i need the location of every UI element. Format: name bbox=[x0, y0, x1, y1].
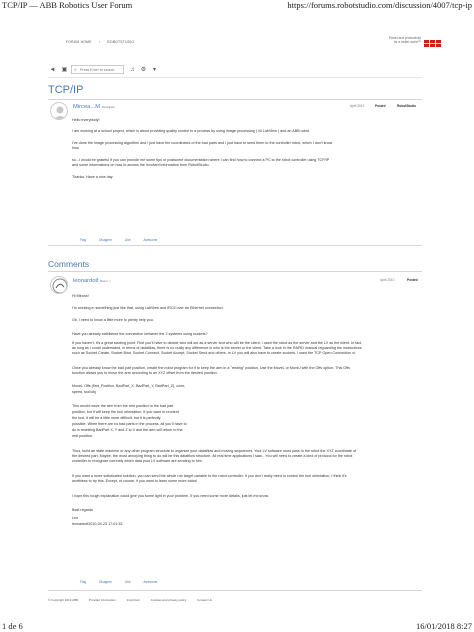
awesome-link[interactable]: Awesome bbox=[143, 580, 158, 584]
comment-paragraph: as long as I could understand, in terms of datatflow, there is no really any difference in who is the server or the client. Take a look in the RAPID manual reguarding the instructions bbox=[72, 346, 362, 350]
comment-paragraph: Ok, I need to know a little more to plenty help you. bbox=[72, 318, 154, 322]
comment-paragraph: I'm working in something just like that, using LabView and IRC5 over an Ethernet connection. bbox=[72, 306, 224, 310]
comment-paragraph: controller to recognize correctly which data your LV software are sending to him. bbox=[72, 459, 203, 463]
awesome-link[interactable]: Awesome bbox=[143, 238, 158, 242]
print-header-title: TCP/IP — ABB Robotics User Forum bbox=[2, 0, 133, 10]
post-paragraph: how. bbox=[72, 146, 80, 150]
comments-heading: Comments bbox=[48, 259, 90, 269]
post-actions bbox=[80, 238, 169, 242]
back-icon[interactable]: ◄ bbox=[49, 67, 56, 73]
comment-paragraph: do is resetting BadPart X, Y and Z to 0 and the arm will return to the bbox=[72, 428, 183, 432]
author-rank: Board ☆ bbox=[100, 279, 111, 283]
post-divider bbox=[48, 245, 422, 246]
comment-paragraph: worthless to try this. Except, of course, if you want to learn some more tricks! bbox=[72, 479, 198, 483]
comment-paragraph: such as Socket Create, Socket Bind, Socket Connect, Socket Accept, Socket Send and others. In LV you will also have to create sockets. I used the TCP Open Connection vi. bbox=[72, 351, 356, 355]
dropdown-icon[interactable]: ▾ bbox=[152, 67, 156, 73]
post-paragraph: Thanks. Have a nice day bbox=[72, 175, 113, 179]
print-footer-page: 1 de 6 bbox=[2, 621, 23, 631]
title-divider bbox=[48, 99, 422, 100]
comment-code: speed, tool/obj bbox=[72, 390, 96, 394]
comment-author[interactable]: leonardolt Board ☆ bbox=[73, 278, 111, 284]
breadcrumb bbox=[66, 40, 140, 44]
comment-paragraph: the tool, it will be a little more difficult, but it is perfectly bbox=[72, 416, 161, 420]
footer-link-provider[interactable]: Provider information bbox=[88, 598, 116, 602]
footer-link-cookies[interactable]: Cookies and privacy policy bbox=[150, 598, 187, 602]
post-paragraph: I've done the image processing algorithm and I just have the coordinates of the bad parts and I just have to send them to the controller robot, which I don't know bbox=[72, 141, 333, 145]
notifications-icon[interactable]: ♫ bbox=[130, 67, 135, 73]
slogan-line: for a better world™ bbox=[393, 40, 421, 45]
comment-date[interactable]: April 2010 bbox=[380, 278, 395, 282]
like-link[interactable]: Like bbox=[124, 238, 131, 242]
comment-paragraph: I hope this rough explanation could give you some light in your problem. If you need some more details, just let me know. bbox=[72, 494, 269, 498]
avatar[interactable] bbox=[50, 276, 68, 294]
comment-paragraph: This would move the arm from the rest position to the bad part bbox=[72, 404, 174, 408]
forum-toolbar bbox=[48, 63, 422, 78]
comment-actions bbox=[80, 580, 169, 584]
comments-divider bbox=[48, 271, 422, 272]
breadcrumb-robotstudio[interactable]: ROBOTSTUDIO bbox=[107, 40, 135, 44]
discussion-title: TCP/IP bbox=[48, 84, 84, 96]
comment-edit-stamp: leonardolt2010-04-23 17:01:33 bbox=[72, 522, 123, 526]
comment-paragraph: rest position. bbox=[72, 434, 93, 438]
search-icon: ⌕ bbox=[74, 67, 77, 73]
footer-copyright: © Copyright 2013 ABB bbox=[48, 598, 79, 602]
breadcrumb-forum-home[interactable]: FORUM HOME bbox=[66, 40, 92, 44]
posted-label: Posted bbox=[407, 278, 418, 282]
comment-paragraph: If you haven't, it's a great starting point. First you'll have to decide who will act as a server and who will be the client. I used the robot as the server and the LV as the client. In fact, bbox=[72, 341, 363, 345]
post-paragraph: so...I would be grateful if you can provide me some tips or postsome documentation where I can find how to connect a PC to the robot controller using TCP/IP bbox=[72, 158, 330, 162]
comment-paragraph: function allows you to move the arm according to an XYZ offset from the desired position. bbox=[72, 371, 218, 375]
comment-paragraph: possible. When there are no bad parts in the process, all you'll have to bbox=[72, 422, 187, 426]
comment-signoff: Leo bbox=[72, 516, 79, 520]
new-discussion-icon[interactable]: ▣ bbox=[61, 67, 68, 73]
slogan-line: Power and productivity bbox=[388, 36, 421, 40]
flag-link[interactable]: Flag bbox=[80, 238, 87, 242]
print-footer-timestamp: 16/01/2018 8:27 bbox=[416, 621, 472, 631]
search-placeholder: Press Enter to search bbox=[80, 68, 115, 72]
discussion-category[interactable]: RobotStudio bbox=[397, 104, 417, 108]
print-header-url: https://forums.robotstudio.com/discussion/4007/tcp-ip bbox=[287, 0, 472, 10]
comment-paragraph: position, but it will keep the tool orientation. If you want to reorient bbox=[72, 410, 179, 414]
post-paragraph: Hello everybody! bbox=[72, 118, 100, 122]
comment-code: MoveL Offs (first_Position, BadPart_X, BadPart_Y, BadPart_Z), zone, bbox=[72, 384, 186, 388]
post-paragraph: I am working at a school project, which is about providing quality control to a process by using image processing ( NI LabView ) and an ABB robot. bbox=[72, 129, 311, 133]
disagree-link[interactable]: Disagree bbox=[99, 580, 112, 584]
comment-paragraph: Once you already know the bad part position, create the robot program for it to keep the arm in a "resting" position, Use the MoveL or MoveJ with the Offs option. This Offs bbox=[72, 366, 350, 370]
comment-signoff: Best regards bbox=[72, 508, 93, 512]
comment-paragraph: Have you already stablished the connection between the 2 systems using sockets? bbox=[72, 332, 208, 336]
comment-paragraph: the desired part. Maybe, the most annoying thing to do will be this datatflow structure. All real time applications I saw... You will need to create a kind of protocol for the robot bbox=[72, 454, 353, 458]
like-link[interactable]: Like bbox=[124, 580, 131, 584]
footer-link-imprint[interactable]: Imprintum bbox=[126, 598, 140, 602]
comment-paragraph: Thus, build an state machine or any other program structure to organize your datatflow and moving sequences. Your LV software must pass to the robot the XYZ coordinate of bbox=[72, 449, 357, 453]
footer-link-contact[interactable]: Contact Us bbox=[197, 598, 213, 602]
abb-logo[interactable] bbox=[424, 35, 442, 44]
comment-paragraph: Hi Mircea! bbox=[72, 294, 89, 298]
author-rank: Participant bbox=[101, 105, 115, 109]
discussion-author[interactable]: Mircea...M Participant bbox=[73, 104, 115, 110]
comment-paragraph: If you want a more sofisticated solution, you can send the whole rob target variable to the robot controller. If you don't really need to control the tool orientation, I think it's bbox=[72, 474, 347, 478]
comment-divider bbox=[48, 590, 422, 591]
search-input[interactable] bbox=[71, 65, 124, 74]
posted-label: Posted bbox=[375, 104, 386, 108]
avatar[interactable] bbox=[50, 102, 68, 120]
site-footer-links bbox=[48, 598, 222, 602]
breadcrumb-separator: › bbox=[98, 40, 101, 44]
disagree-link[interactable]: Disagree bbox=[99, 238, 112, 242]
discussion-date[interactable]: April 2010 bbox=[350, 104, 365, 108]
flag-link[interactable]: Flag bbox=[80, 580, 87, 584]
settings-icon[interactable]: ⚙ bbox=[140, 67, 147, 73]
abb-slogan bbox=[389, 36, 421, 45]
post-paragraph: and some informations on how to access the involved information from RobotStudio. bbox=[72, 163, 210, 167]
